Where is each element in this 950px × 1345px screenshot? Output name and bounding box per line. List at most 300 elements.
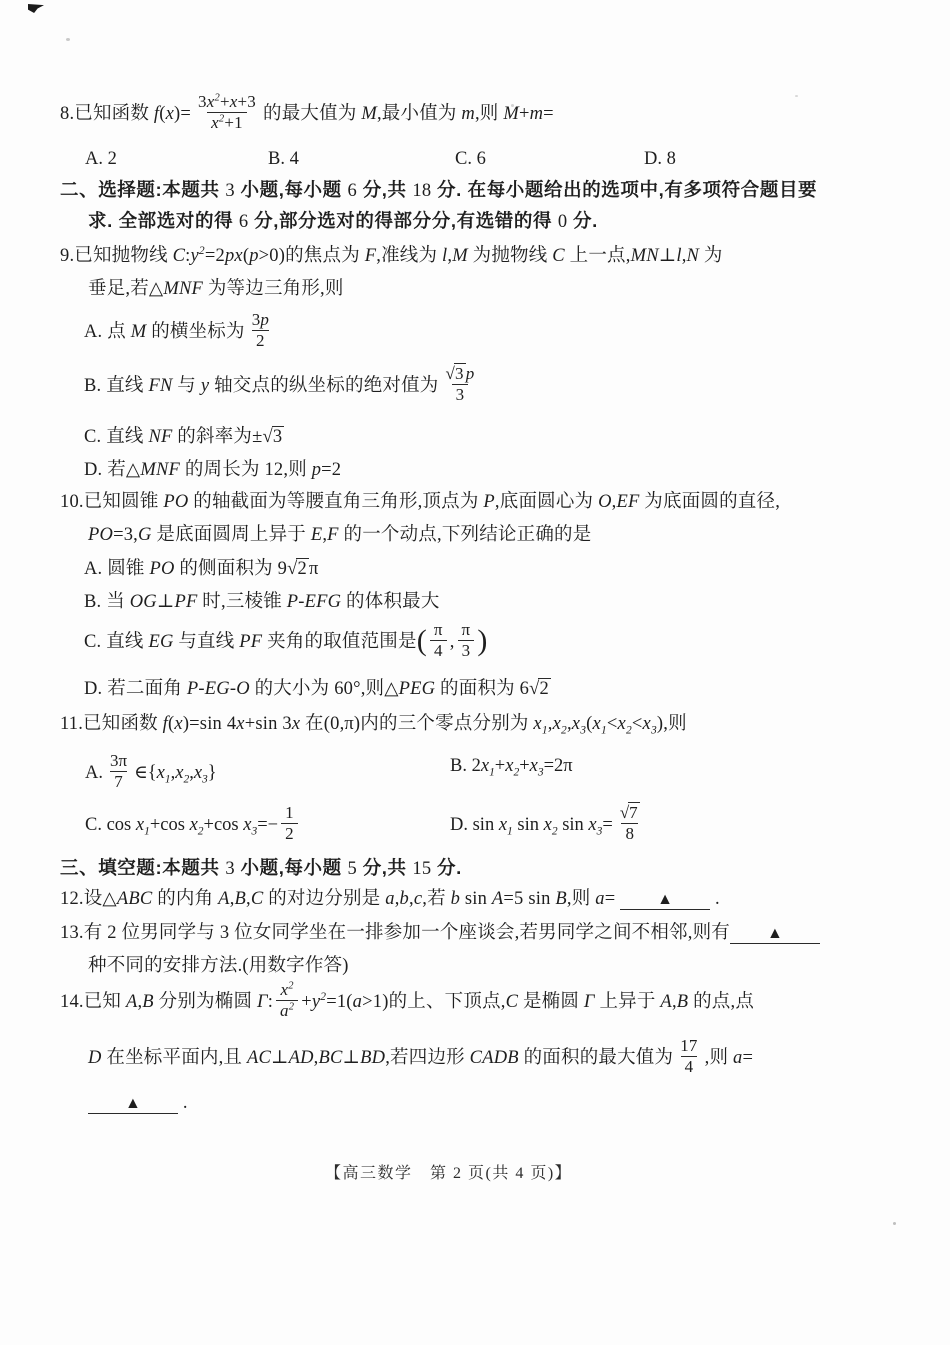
math-run: A — [125, 991, 138, 1012]
text-run: , — [189, 762, 194, 783]
fraction-denominator — [430, 640, 447, 661]
math-run: p — [249, 246, 259, 266]
text-run: , — [229, 889, 235, 909]
text-run: 分,部分选对的得部分分,有选错的得 — [248, 210, 558, 231]
radical-sign: √ — [529, 679, 540, 699]
big-paren: ( — [416, 623, 427, 657]
text-run: , — [137, 991, 143, 1012]
text-run: +3 — [237, 92, 257, 111]
text-run: 为等边三角形,则 — [203, 279, 344, 299]
fraction-denominator — [452, 384, 469, 405]
text-run: 6 — [347, 181, 357, 201]
text-run: 时,三棱锥 — [197, 592, 287, 612]
text-run: 的内角 — [152, 889, 219, 909]
text-run: 求. 全部选对的得 — [88, 210, 239, 231]
text-run: 垂足,若△ — [88, 279, 164, 299]
text-run: B. 4 — [268, 149, 299, 169]
text-run: ⊥ — [342, 1047, 361, 1068]
text-run: ( — [159, 103, 166, 124]
text-run: 的面积的最大值为 — [518, 1047, 674, 1068]
text-run: C. — [84, 427, 107, 447]
math-run: B — [555, 889, 567, 909]
math-run: AC — [246, 1047, 271, 1068]
fraction-numerator — [106, 751, 131, 771]
fraction — [106, 751, 131, 792]
math-run: x — [165, 103, 175, 124]
radical — [446, 364, 466, 383]
text-run: ,若 — [422, 889, 451, 909]
math-run: BC — [318, 1047, 343, 1068]
option-c — [455, 146, 486, 172]
text-run: B. 2 — [450, 756, 481, 776]
text-run: + — [301, 991, 312, 1012]
math-run: F — [327, 525, 339, 545]
text-run: =2 — [204, 246, 225, 266]
text-run: 15 — [412, 859, 432, 879]
text-run: 若△ — [107, 460, 141, 480]
question-14-stem-line1 — [60, 982, 754, 1023]
text-run: 3 — [198, 92, 207, 111]
fraction — [442, 364, 479, 405]
text-run: ,准线为 — [376, 246, 443, 266]
fraction-numerator — [442, 364, 479, 384]
math-run: MNF — [163, 279, 204, 299]
math-run: MN — [630, 246, 659, 266]
text-run: 3 — [225, 859, 235, 879]
math-run: $x_3$ — [642, 714, 657, 737]
page-footer: 【高三数学 第 2 页(共 4 页)】 — [325, 1165, 573, 1182]
text-run: 若二面角 — [107, 679, 187, 699]
fraction-denominator — [207, 112, 247, 133]
text-run: ,则 — [474, 103, 504, 124]
text-run: 的对边分别是 — [263, 889, 386, 909]
text-run: =− — [257, 814, 279, 835]
radicand: 2 — [297, 559, 307, 579]
math-run: $x_3$ — [193, 762, 208, 786]
text-run: 5 — [347, 859, 357, 879]
option-b — [268, 146, 299, 172]
math-run: x — [236, 714, 245, 734]
math-run: p — [465, 364, 475, 383]
text-run: ,最小值为 — [376, 103, 462, 124]
text-run: 3 — [461, 641, 471, 660]
radicand: 3 — [272, 427, 283, 447]
question-9-stem-line2 — [88, 276, 344, 302]
text-run: B. — [84, 592, 107, 612]
radical-sign: √ — [619, 803, 630, 822]
math-run: $y^2$ — [311, 990, 327, 1012]
text-run: 上异于 — [594, 991, 661, 1012]
math-run: a — [595, 889, 605, 909]
math-run: x — [291, 714, 301, 734]
math-run: x — [229, 92, 238, 111]
math-run: Γ — [583, 991, 595, 1012]
math-run: B — [142, 991, 154, 1012]
fraction-denominator — [110, 771, 127, 792]
math-run: p — [260, 310, 270, 329]
text-run: A. — [85, 762, 103, 783]
question-8-stem — [60, 94, 554, 135]
text-run: sin — [557, 814, 589, 835]
math-run: P — [286, 592, 299, 612]
text-run: 分,共 — [356, 179, 413, 200]
big-paren: ) — [477, 623, 488, 657]
text-run: - — [298, 592, 305, 612]
math-run: NF — [148, 427, 173, 447]
text-run: , — [246, 889, 251, 909]
text-run: 轴交点的纵坐标的绝对值为 — [209, 375, 439, 396]
text-run: 的斜率为± — [172, 427, 263, 447]
text-run: , — [313, 1047, 319, 1068]
math-run: ABC — [116, 889, 153, 909]
math-run: D — [88, 1047, 102, 1068]
math-run: PO — [163, 492, 189, 512]
text-run: 的横坐标为 — [146, 321, 245, 342]
math-run: $x^2$ — [280, 980, 294, 999]
text-run: 3 — [455, 385, 465, 404]
math-run: EFG — [304, 592, 342, 612]
fraction — [194, 92, 260, 133]
math-run: b — [399, 889, 409, 909]
text-run: 的最大值为 — [263, 103, 362, 124]
text-run: 的面积为 6 — [435, 679, 530, 699]
text-run: 的一个动点,下列结论正确的是 — [338, 525, 592, 545]
math-run: AD — [288, 1047, 314, 1068]
text-run: < — [606, 714, 618, 734]
text-run: 18 — [412, 181, 432, 201]
question-11-option-a — [85, 753, 217, 794]
text-run: 14.已知 — [60, 991, 126, 1012]
math-run: EG — [148, 631, 174, 652]
math-run: $x_2$ — [505, 756, 520, 779]
math-run: O — [598, 492, 612, 512]
text-run: 在坐标平面内,且 — [101, 1047, 247, 1068]
text-run: 夹角的取值范围是 — [262, 631, 417, 652]
text-run: 4 — [433, 641, 443, 660]
text-run: , — [449, 631, 455, 652]
text-run: = — [602, 814, 613, 835]
math-run: OG — [129, 592, 157, 612]
math-run: p — [311, 460, 322, 480]
question-11-option-d — [450, 805, 647, 846]
text-run: 直线 — [106, 427, 149, 447]
math-run: m — [461, 103, 475, 124]
text-run: A. — [84, 559, 108, 579]
text-run: + — [219, 92, 230, 111]
fraction-numerator — [277, 980, 298, 1000]
math-run: EF — [616, 492, 640, 512]
math-run: f — [153, 103, 160, 124]
math-run: C — [552, 246, 565, 266]
text-run: ( — [586, 714, 593, 734]
question-9-option-d — [84, 457, 341, 483]
question-11-options-cd — [60, 805, 940, 851]
text-run: =1( — [326, 991, 353, 1012]
text-run: 上一点, — [564, 246, 631, 266]
fraction-denominator — [621, 823, 638, 844]
question-9-option-c — [84, 424, 284, 450]
text-run: 圆锥 — [107, 559, 150, 579]
text-run: 17 — [680, 1036, 698, 1055]
text-run: ,若四边形 — [385, 1047, 470, 1068]
text-run: . — [710, 889, 720, 909]
question-9-stem-line1 — [60, 243, 723, 269]
math-run: $x^2$ — [211, 113, 225, 132]
text-run: : — [267, 991, 274, 1012]
text-run: 2 — [285, 824, 294, 843]
fraction-denominator — [252, 330, 269, 351]
radical — [529, 679, 551, 699]
text-run: 9 — [277, 559, 288, 579]
text-run: π — [308, 559, 319, 579]
text-run: 与直线 — [173, 631, 240, 652]
radical — [287, 559, 309, 579]
math-run: px — [224, 246, 243, 266]
text-run: 的上、下顶点, — [388, 991, 506, 1012]
text-run: +1 — [224, 113, 243, 132]
question-13-stem-line1 — [60, 920, 820, 946]
text-run: π — [461, 620, 471, 639]
text-run: 分别为椭圆 — [153, 991, 257, 1012]
math-run: $x_1$ — [480, 756, 495, 779]
text-run: 直线 — [106, 375, 149, 396]
text-run: C. cos — [85, 814, 136, 835]
text-run: 9.已知抛物线 — [60, 246, 173, 266]
math-run: $x_1$ — [533, 714, 548, 737]
text-run: 3 — [225, 181, 235, 201]
text-run: )=sin 4 — [182, 714, 237, 734]
text-run: 3π — [110, 751, 128, 770]
text-run: - — [198, 679, 205, 699]
math-run: a — [352, 991, 363, 1012]
section-fill-header — [60, 855, 462, 882]
text-run: = — [604, 889, 621, 909]
question-10-option-a — [84, 556, 318, 582]
text-run: , — [611, 492, 617, 512]
text-run: 小题,每小题 — [234, 179, 348, 200]
text-run: =3, — [113, 525, 138, 545]
text-run: π — [433, 620, 443, 639]
text-run: A. 2 — [85, 149, 117, 169]
text-run: 6 — [238, 212, 249, 232]
math-run: M — [361, 103, 377, 124]
text-run: 1 — [285, 803, 294, 822]
math-run: $x_2$ — [175, 762, 190, 786]
text-run: . — [178, 1093, 188, 1113]
math-run: B — [234, 889, 247, 909]
radicand: 7 — [629, 803, 638, 822]
fraction-denominator — [458, 640, 475, 661]
fraction-numerator — [616, 803, 644, 823]
text-run: A. — [84, 321, 108, 342]
text-run: >1) — [362, 991, 389, 1012]
text-run: 点 — [107, 321, 131, 342]
text-run: 的侧面积为 — [174, 559, 278, 579]
scan-speck — [893, 1222, 896, 1225]
math-run: l — [676, 246, 682, 266]
math-run: Γ — [256, 991, 268, 1012]
text-run: D. sin — [450, 814, 499, 835]
text-run: 2 — [256, 331, 265, 350]
text-run: 为 — [699, 246, 723, 266]
text-run: B. — [84, 375, 107, 396]
text-run: ⊥ — [156, 592, 175, 612]
math-run: PO — [149, 559, 175, 579]
text-run: 是椭圆 — [518, 991, 584, 1012]
math-run: y — [200, 375, 210, 396]
text-run: , — [170, 762, 176, 783]
text-run: 8 — [625, 824, 634, 843]
text-run: +cos — [203, 814, 244, 835]
math-run: EG — [204, 679, 230, 699]
text-run: 的体积最大 — [341, 592, 440, 612]
fraction-denominator — [276, 1000, 298, 1021]
radical-sign: √ — [262, 427, 273, 447]
question-11-stem — [60, 711, 687, 737]
text-run: ,则 — [663, 714, 687, 734]
fraction — [276, 980, 298, 1021]
text-run: 8.已知函数 — [60, 103, 154, 124]
text-run: 小题,每小题 — [234, 857, 348, 878]
math-run: $x_2$ — [552, 714, 567, 737]
radicand: 2 — [539, 679, 549, 699]
answer-blank: ▲ — [730, 924, 820, 944]
text-run: 分. 在每小题给出的选项中,有多项符合题目要 — [431, 179, 818, 200]
math-run: PF — [174, 592, 198, 612]
text-run: 0 — [557, 212, 568, 232]
text-run: C. — [84, 631, 107, 652]
math-run: E — [310, 525, 323, 545]
math-run: N — [686, 246, 700, 266]
text-run: ⊥ — [271, 1047, 289, 1068]
text-run: , — [394, 889, 400, 909]
text-run: = — [742, 1047, 754, 1068]
text-run: 10.已知圆锥 — [60, 492, 164, 512]
math-run: C — [172, 246, 186, 266]
text-run: + — [519, 756, 530, 776]
question-8-options — [60, 146, 940, 174]
text-run: 的轴截面为等腰直角三角形,顶点为 — [188, 492, 484, 512]
fraction-numerator — [248, 310, 273, 330]
text-run: < — [631, 714, 643, 734]
radical — [620, 803, 640, 822]
math-run: $x_1$ — [135, 814, 150, 838]
text-run: : — [185, 246, 191, 266]
option-a — [85, 146, 117, 172]
text-run: =2 — [321, 460, 342, 480]
text-run: , — [322, 525, 328, 545]
math-run: a — [385, 889, 395, 909]
question-10-option-d — [84, 676, 551, 702]
fraction-numerator — [194, 92, 260, 112]
text-run: , — [547, 714, 553, 734]
text-run: 直线 — [106, 631, 149, 652]
text-run: ,则 — [704, 1047, 733, 1068]
text-run: 的周长为 12,则 — [180, 460, 312, 480]
text-run: , — [671, 991, 677, 1012]
math-run: PF — [239, 631, 263, 652]
fraction — [248, 310, 273, 351]
fraction-numerator — [676, 1036, 701, 1056]
text-run: C. 6 — [455, 149, 486, 169]
math-run: BD — [360, 1047, 386, 1068]
text-run: } — [207, 762, 217, 783]
text-run: 13.有 2 位男同学与 3 位女同学坐在一排参加一个座谈会,若男同学之间不相邻,则有 — [60, 923, 730, 943]
text-run: D. — [84, 460, 108, 480]
question-14-stem-line3 — [88, 1090, 188, 1116]
text-run: ( — [242, 246, 250, 266]
scan-speck — [66, 38, 70, 41]
text-run: 当 — [106, 592, 130, 612]
question-10-option-b — [84, 589, 440, 615]
math-run: O — [236, 679, 250, 699]
text-run: ,则 — [566, 889, 596, 909]
fraction — [458, 620, 475, 661]
text-run: 12.设△ — [60, 889, 117, 909]
text-run: ⊥ — [658, 246, 677, 266]
text-run: >0) — [258, 246, 286, 266]
math-run: M — [130, 321, 147, 342]
math-run: x — [174, 714, 183, 734]
fraction-numerator — [281, 803, 298, 823]
math-run: G — [137, 525, 152, 545]
math-run: A — [491, 889, 504, 909]
math-run: l — [442, 246, 448, 266]
question-12-stem — [60, 886, 720, 912]
text-run: ∈{ — [134, 762, 157, 783]
math-run: $x_3$ — [243, 814, 258, 838]
math-run: $x_3$ — [571, 714, 587, 737]
question-11-options-ab — [60, 753, 940, 799]
math-run: a — [732, 1047, 743, 1068]
text-run: 为底面圆的直径, — [639, 492, 781, 512]
text-run: 4 — [684, 1057, 694, 1076]
text-run: , — [681, 246, 687, 266]
math-run: PO — [88, 525, 114, 545]
math-run: $x_2$ — [189, 814, 204, 838]
text-run: =5 sin — [503, 889, 556, 909]
question-10-stem-line1 — [60, 489, 780, 515]
math-run: $x_3$ — [529, 756, 544, 779]
fraction-denominator — [681, 1056, 698, 1077]
question-11-option-b — [450, 753, 573, 779]
radical-sign: √ — [445, 364, 456, 383]
math-run: m — [529, 103, 544, 124]
math-run: C — [505, 991, 519, 1012]
option-d — [644, 146, 676, 172]
question-9-option-a — [84, 312, 276, 353]
math-run: $y^2$ — [190, 244, 205, 266]
text-run: ,底面圆心为 — [494, 492, 599, 512]
math-run: P — [186, 679, 199, 699]
text-run: sin — [512, 814, 544, 835]
math-run: M — [503, 103, 519, 124]
math-run: FN — [148, 375, 173, 396]
text-run: D. — [84, 679, 108, 699]
question-11-option-c — [85, 805, 301, 846]
math-run: M — [452, 246, 468, 266]
math-run: CADB — [469, 1047, 519, 1068]
scan-speck — [795, 95, 798, 97]
text-run: 在(0,π)内的三个零点分别为 — [300, 714, 534, 734]
question-10-option-c — [84, 622, 488, 663]
text-run: sin — [460, 889, 492, 909]
fraction — [281, 803, 298, 844]
text-run: ( — [168, 714, 175, 734]
fraction-numerator — [458, 620, 475, 640]
radical — [262, 427, 284, 447]
text-run: +cos — [149, 814, 190, 835]
